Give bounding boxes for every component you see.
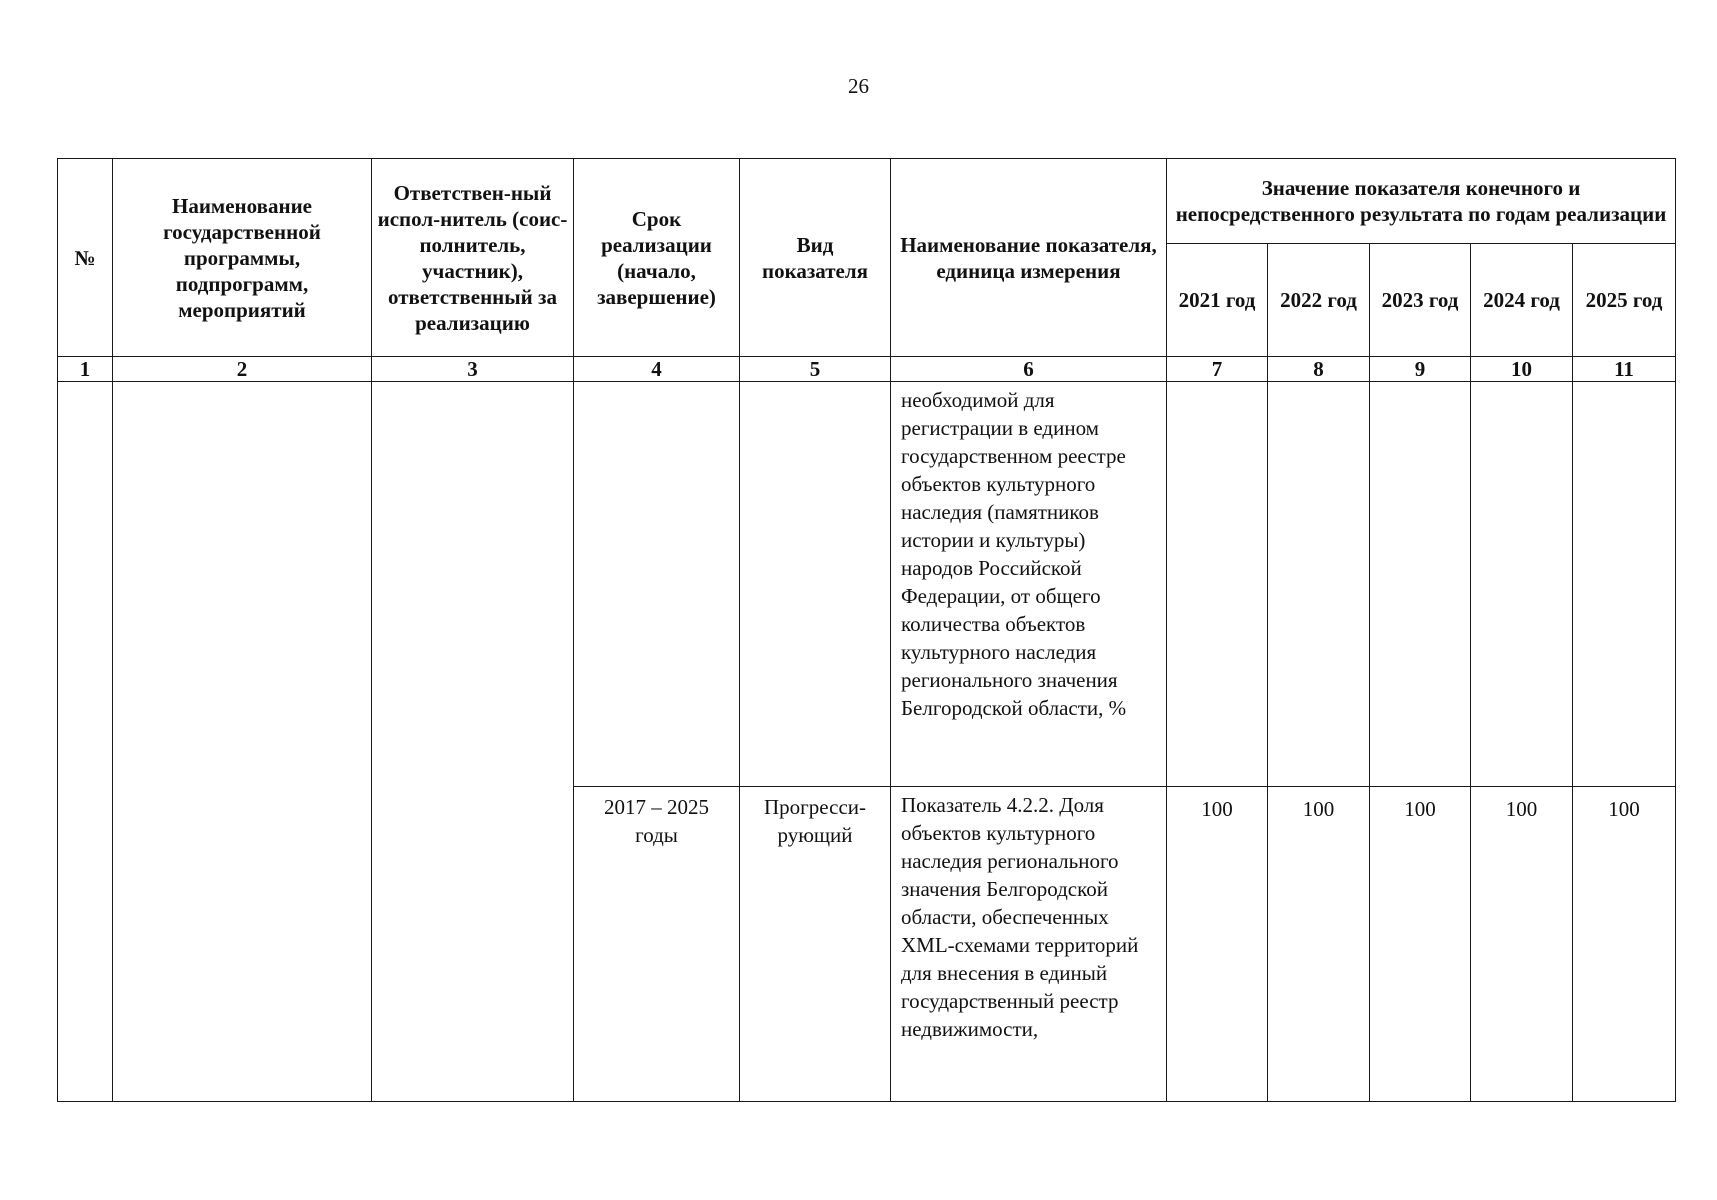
column-number: 4 (574, 357, 740, 382)
column-number: 5 (740, 357, 891, 382)
cell-value-2025 (1573, 382, 1676, 787)
header-program-name: Наименование государственной программы, подпрограмм, мероприятий (113, 159, 372, 357)
cell-value-2025: 100 (1573, 787, 1676, 1102)
cell-indicator-name: необходимой для регистрации в едином государственном реестре объектов культурного наследия (памятников истории и культуры) народов Российской Федерации, от общего количества объектов культурного наследия регионального значения Белгородской области, % (891, 382, 1167, 787)
header-year-2023: 2023 год (1370, 244, 1471, 357)
cell-value-2021: 100 (1167, 787, 1268, 1102)
cell-indicator-name: Показатель 4.2.2. Доля объектов культурного наследия регионального значения Белгородской области, обеспеченных XML-схемами территорий для внесения в единый государственный реестр недвижимости, (891, 787, 1167, 1102)
column-number: 8 (1268, 357, 1370, 382)
cell-term (574, 382, 740, 787)
header-year-2022: 2022 год (1268, 244, 1370, 357)
cell-number (58, 382, 113, 1102)
page-number: 26 (848, 74, 869, 98)
header-year-2024: 2024 год (1471, 244, 1573, 357)
column-number: 7 (1167, 357, 1268, 382)
header-year-2021: 2021 год (1167, 244, 1268, 357)
header-values-group: Значение показателя конечного и непосредственного результата по годам реализации (1167, 159, 1676, 244)
column-number: 11 (1573, 357, 1676, 382)
cell-indicator-kind (740, 382, 891, 787)
cell-program-name (113, 382, 372, 1102)
column-number: 10 (1471, 357, 1573, 382)
header-executor: Ответствен-ный испол-нитель (соис-полнитель, участник), ответственный за реализацию (372, 159, 574, 357)
header-number: № (58, 159, 113, 357)
cell-term: 2017 – 2025 годы (574, 787, 740, 1102)
header-indicator-name: Наименование показателя, единица измерения (891, 159, 1167, 357)
table-row (58, 382, 1676, 787)
cell-value-2022 (1268, 382, 1370, 787)
column-number: 9 (1370, 357, 1471, 382)
cell-value-2023: 100 (1370, 787, 1471, 1102)
results-table (57, 158, 1676, 1102)
header-year-2025: 2025 год (1573, 244, 1676, 357)
cell-indicator-kind: Прогресси-рующий (740, 787, 891, 1102)
cell-value-2022: 100 (1268, 787, 1370, 1102)
column-number: 6 (891, 357, 1167, 382)
column-number: 3 (372, 357, 574, 382)
header-term: Срок реализации (начало, завершение) (574, 159, 740, 357)
cell-value-2024: 100 (1471, 787, 1573, 1102)
cell-value-2023 (1370, 382, 1471, 787)
column-number: 2 (113, 357, 372, 382)
header-indicator-kind: Вид показателя (740, 159, 891, 357)
cell-value-2024 (1471, 382, 1573, 787)
cell-executor (372, 382, 574, 1102)
cell-value-2021 (1167, 382, 1268, 787)
column-number: 1 (58, 357, 113, 382)
